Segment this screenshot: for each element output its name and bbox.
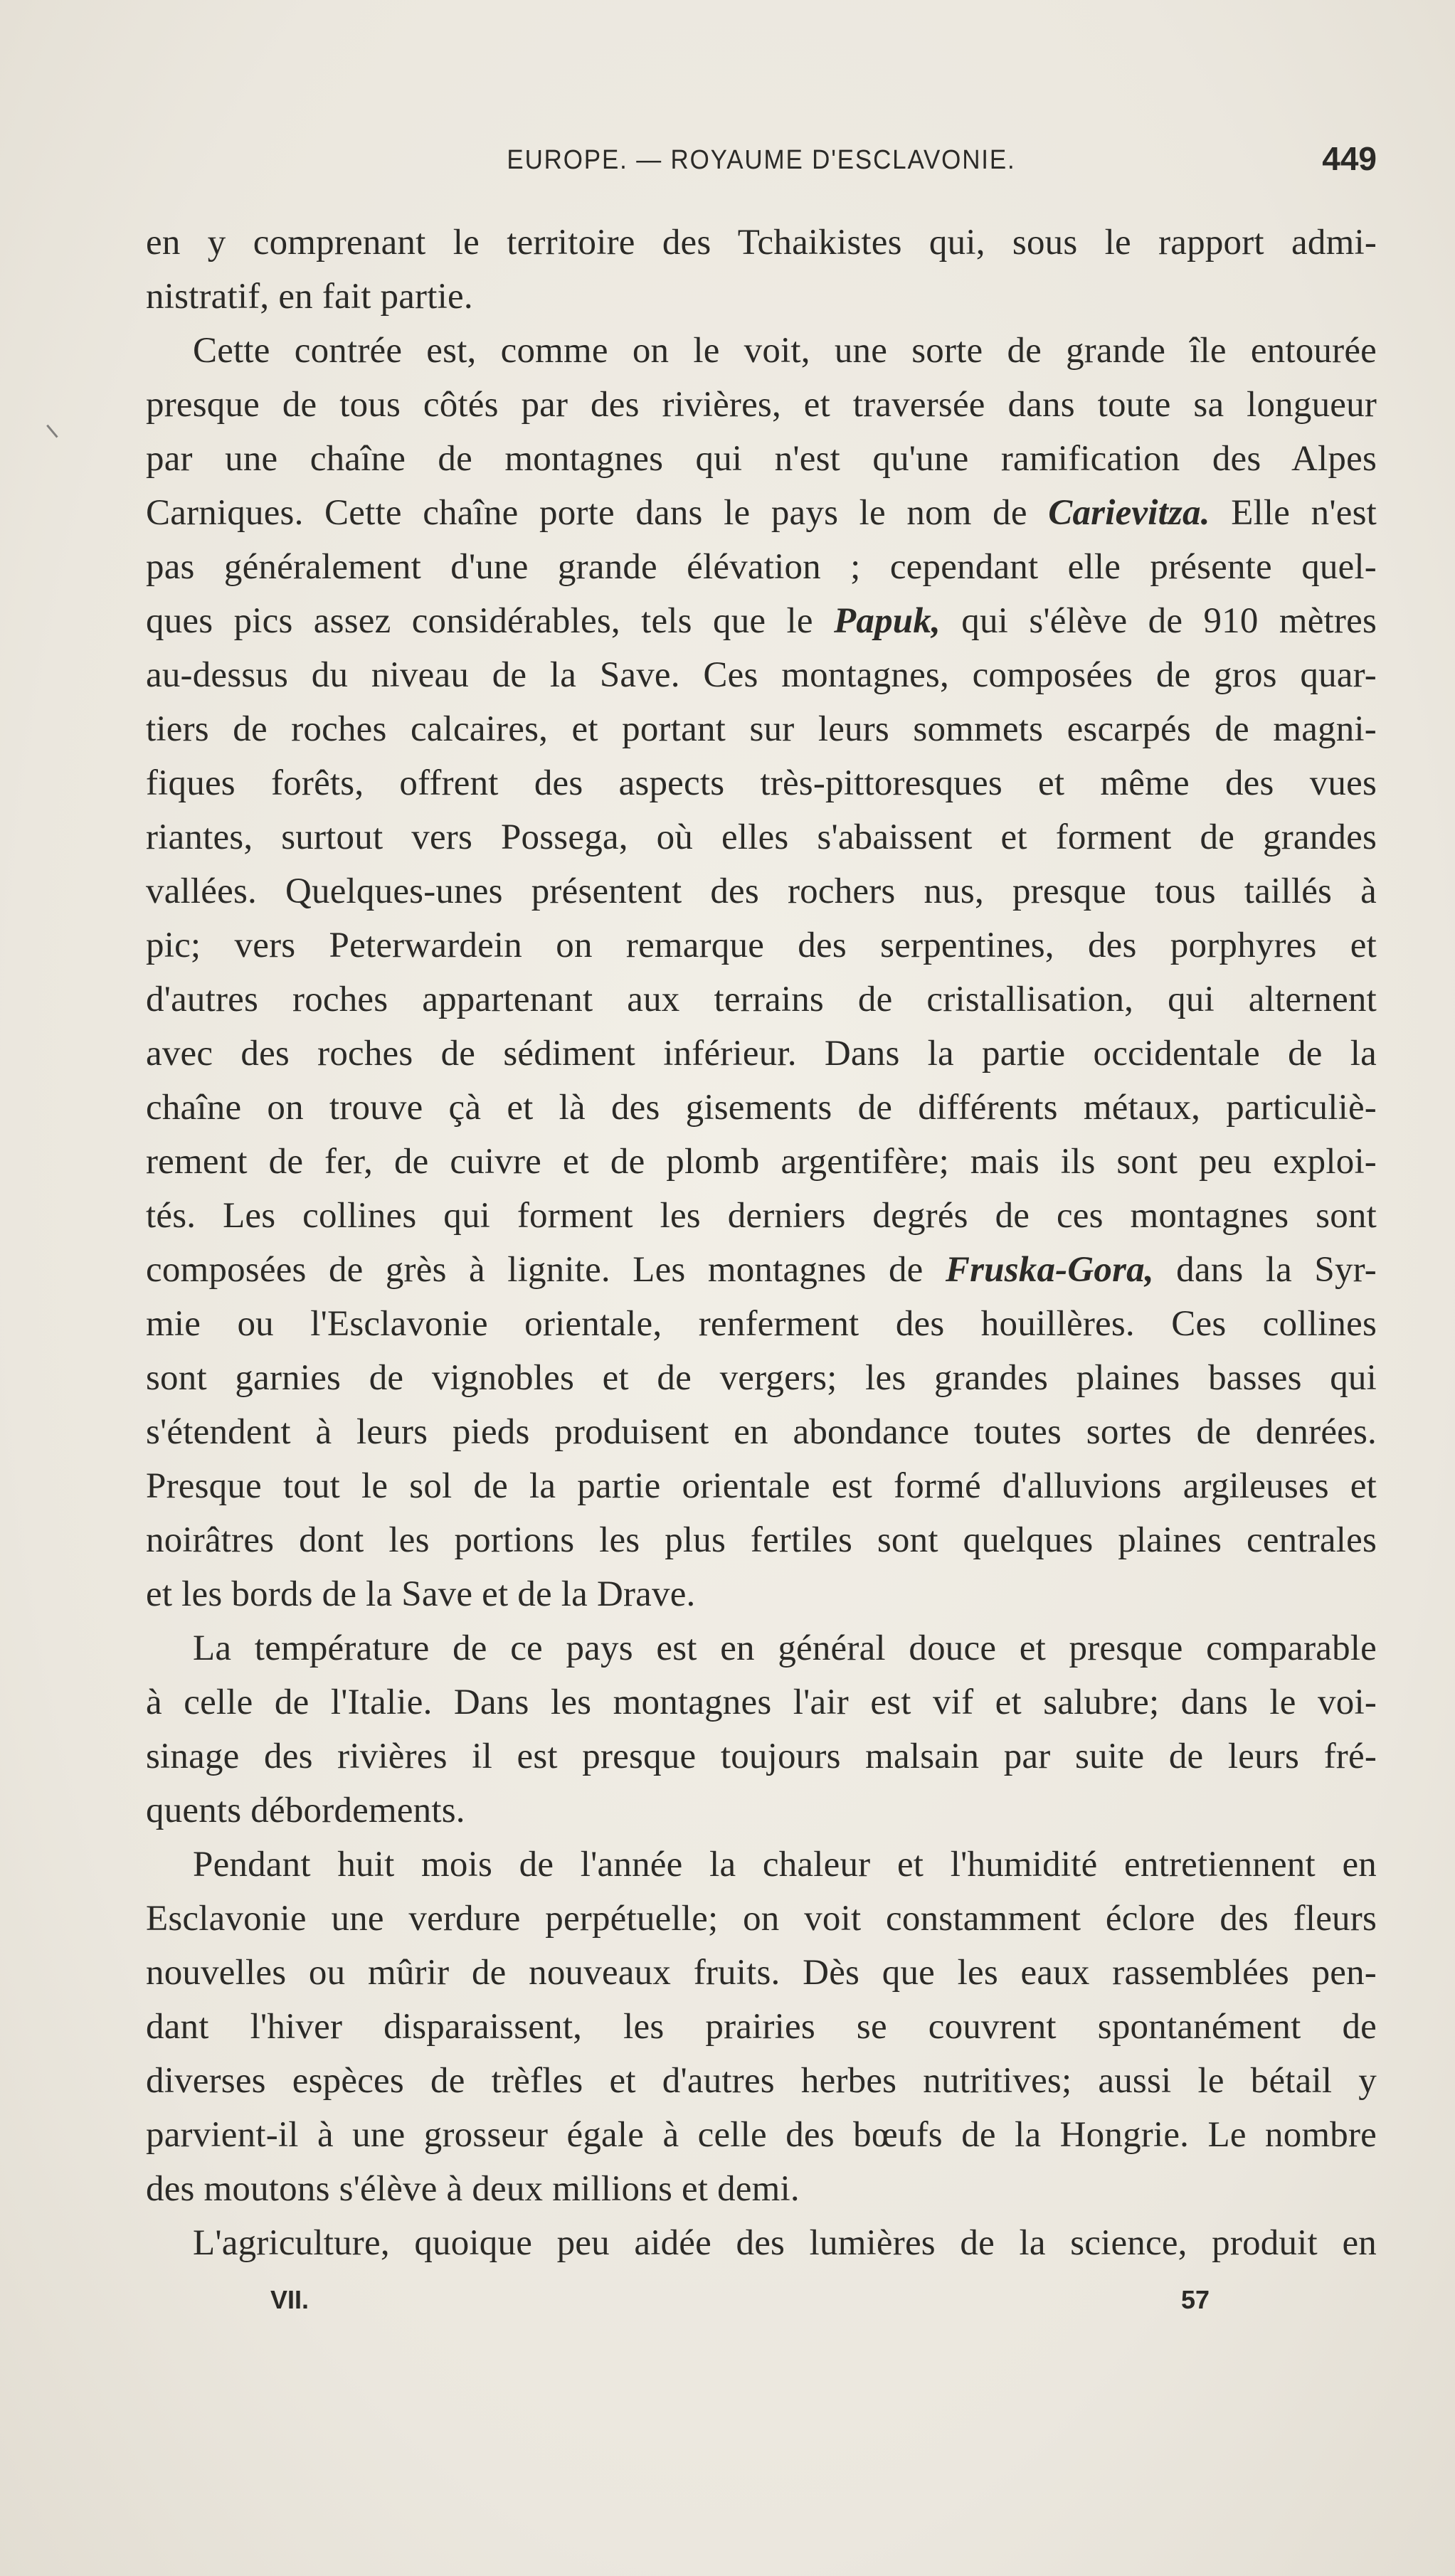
text-line: noirâtres dont les portions les plus fertiles sont quelques plaines centrales: [146, 1520, 1377, 1560]
text-line: Presque tout le sol de la partie orientale est formé d'alluvions argileuses et: [146, 1466, 1377, 1506]
text-line: tiers de roches calcaires, et portant sur leurs sommets escarpés de magni-: [146, 709, 1377, 749]
text-line: en y comprenant le territoire des Tchaikistes qui, sous le rapport admi-: [146, 223, 1377, 263]
signature-mark: 57: [1180, 2285, 1210, 2314]
text-line: rement de fer, de cuivre et de plomb argentifère; mais ils sont peu exploi-: [146, 1142, 1377, 1182]
margin-mark: [46, 417, 67, 438]
text-line: parvient-il à une grosseur égale à celle des bœufs de la Hongrie. Le nombre: [146, 2115, 1377, 2155]
text-line: sont garnies de vignobles et de vergers; les grandes plaines basses qui: [146, 1358, 1377, 1398]
text-line: fiques forêts, offrent des aspects très-pittoresques et même des vues: [146, 763, 1377, 803]
text-line: nouvelles ou mûrir de nouveaux fruits. Dès que les eaux rassemblées pen-: [146, 1953, 1377, 1993]
text-line: pas généralement d'une grande élévation ; cependant elle présente quel-: [146, 547, 1377, 587]
text-line: pic; vers Peterwardein on remarque des serpentines, des porphyres et: [146, 926, 1377, 965]
volume-number: VII.: [270, 2285, 309, 2314]
text-line: nistratif, en fait partie.: [146, 277, 473, 317]
text-line: diverses espèces de trèfles et d'autres herbes nutritives; aussi le bétail y: [146, 2061, 1377, 2101]
text-line: s'étendent à leurs pieds produisent en abondance toutes sortes de denrées.: [146, 1412, 1377, 1452]
text-line: chaîne on trouve çà et là des gisements de différents métaux, particuliè-: [146, 1088, 1377, 1128]
text-line: presque de tous côtés par des rivières, et traversée dans toute sa longueur: [146, 385, 1377, 425]
text-line: au-dessus du niveau de la Save. Ces montagnes, composées de gros quar-: [146, 655, 1377, 695]
paragraph-start: La température de ce pays est en général douce et presque comparable: [193, 1628, 1377, 1668]
text-line: avec des roches de sédiment inférieur. Dans la partie occidentale de la: [146, 1034, 1377, 1074]
text-segment: Elle n'est: [1210, 493, 1377, 533]
place-name-fruska-gora: Fruska-Gora,: [945, 1250, 1154, 1290]
text-line-carievitza: [146, 486, 1377, 540]
text-segment: Carniques. Cette chaîne porte dans le pays le nom de: [146, 493, 1049, 533]
text-line: par une chaîne de montagnes qui n'est qu'une ramification des Alpes: [146, 439, 1377, 479]
text-line: mie ou l'Esclavonie orientale, renferment des houillères. Ces collines: [146, 1304, 1377, 1344]
text-line: d'autres roches appartenant aux terrains de cristallisation, qui alternent: [146, 980, 1377, 1019]
body-text: [146, 216, 1377, 2270]
text-line-fruska: [146, 1243, 1377, 1297]
text-segment: composées de grès à lignite. Les montagnes de: [146, 1250, 946, 1290]
text-line: à celle de l'Italie. Dans les montagnes l'air est vif et salubre; dans le voi-: [146, 1682, 1377, 1722]
text-line-papuk: [146, 594, 1377, 648]
text-line: des moutons s'élève à deux millions et demi.: [146, 2169, 800, 2209]
running-title: EUROPE. — ROYAUME D'ESCLAVONIE.: [507, 145, 1016, 175]
text-segment: dans la Syr-: [1153, 1250, 1377, 1290]
text-segment: ques pics assez considérables, tels que le: [146, 601, 835, 641]
text-line: dant l'hiver disparaissent, les prairies se couvrent spontanément de: [146, 2007, 1377, 2047]
paragraph-start: Cette contrée est, comme on le voit, une sorte de grande île entourée: [193, 331, 1377, 371]
text-segment: qui s'élève de 910 mètres: [941, 601, 1377, 641]
text-line: quents débordements.: [146, 1791, 465, 1830]
text-line: sinage des rivières il est presque toujours malsain par suite de leurs fré-: [146, 1737, 1377, 1776]
place-name-papuk: Papuk,: [834, 601, 941, 641]
page-header: [146, 139, 1377, 189]
page-number: 449: [1322, 140, 1377, 177]
text-line: riantes, surtout vers Possega, où elles s'abaissent et forment de grandes: [146, 817, 1377, 857]
text-line: vallées. Quelques-unes présentent des rochers nus, presque tous taillés à: [146, 871, 1377, 911]
place-name-carievitza: Carievitza.: [1048, 493, 1210, 533]
text-line: tés. Les collines qui forment les derniers degrés de ces montagnes sont: [146, 1196, 1377, 1236]
paragraph-start: L'agriculture, quoique peu aidée des lumières de la science, produit en: [193, 2223, 1377, 2263]
text-line: Esclavonie une verdure perpétuelle; on voit constamment éclore des fleurs: [146, 1899, 1377, 1939]
paragraph-start: Pendant huit mois de l'année la chaleur et l'humidité entretiennent en: [193, 1845, 1377, 1885]
page-footer: [270, 2285, 1210, 2328]
text-line: et les bords de la Save et de la Drave.: [146, 1574, 696, 1614]
